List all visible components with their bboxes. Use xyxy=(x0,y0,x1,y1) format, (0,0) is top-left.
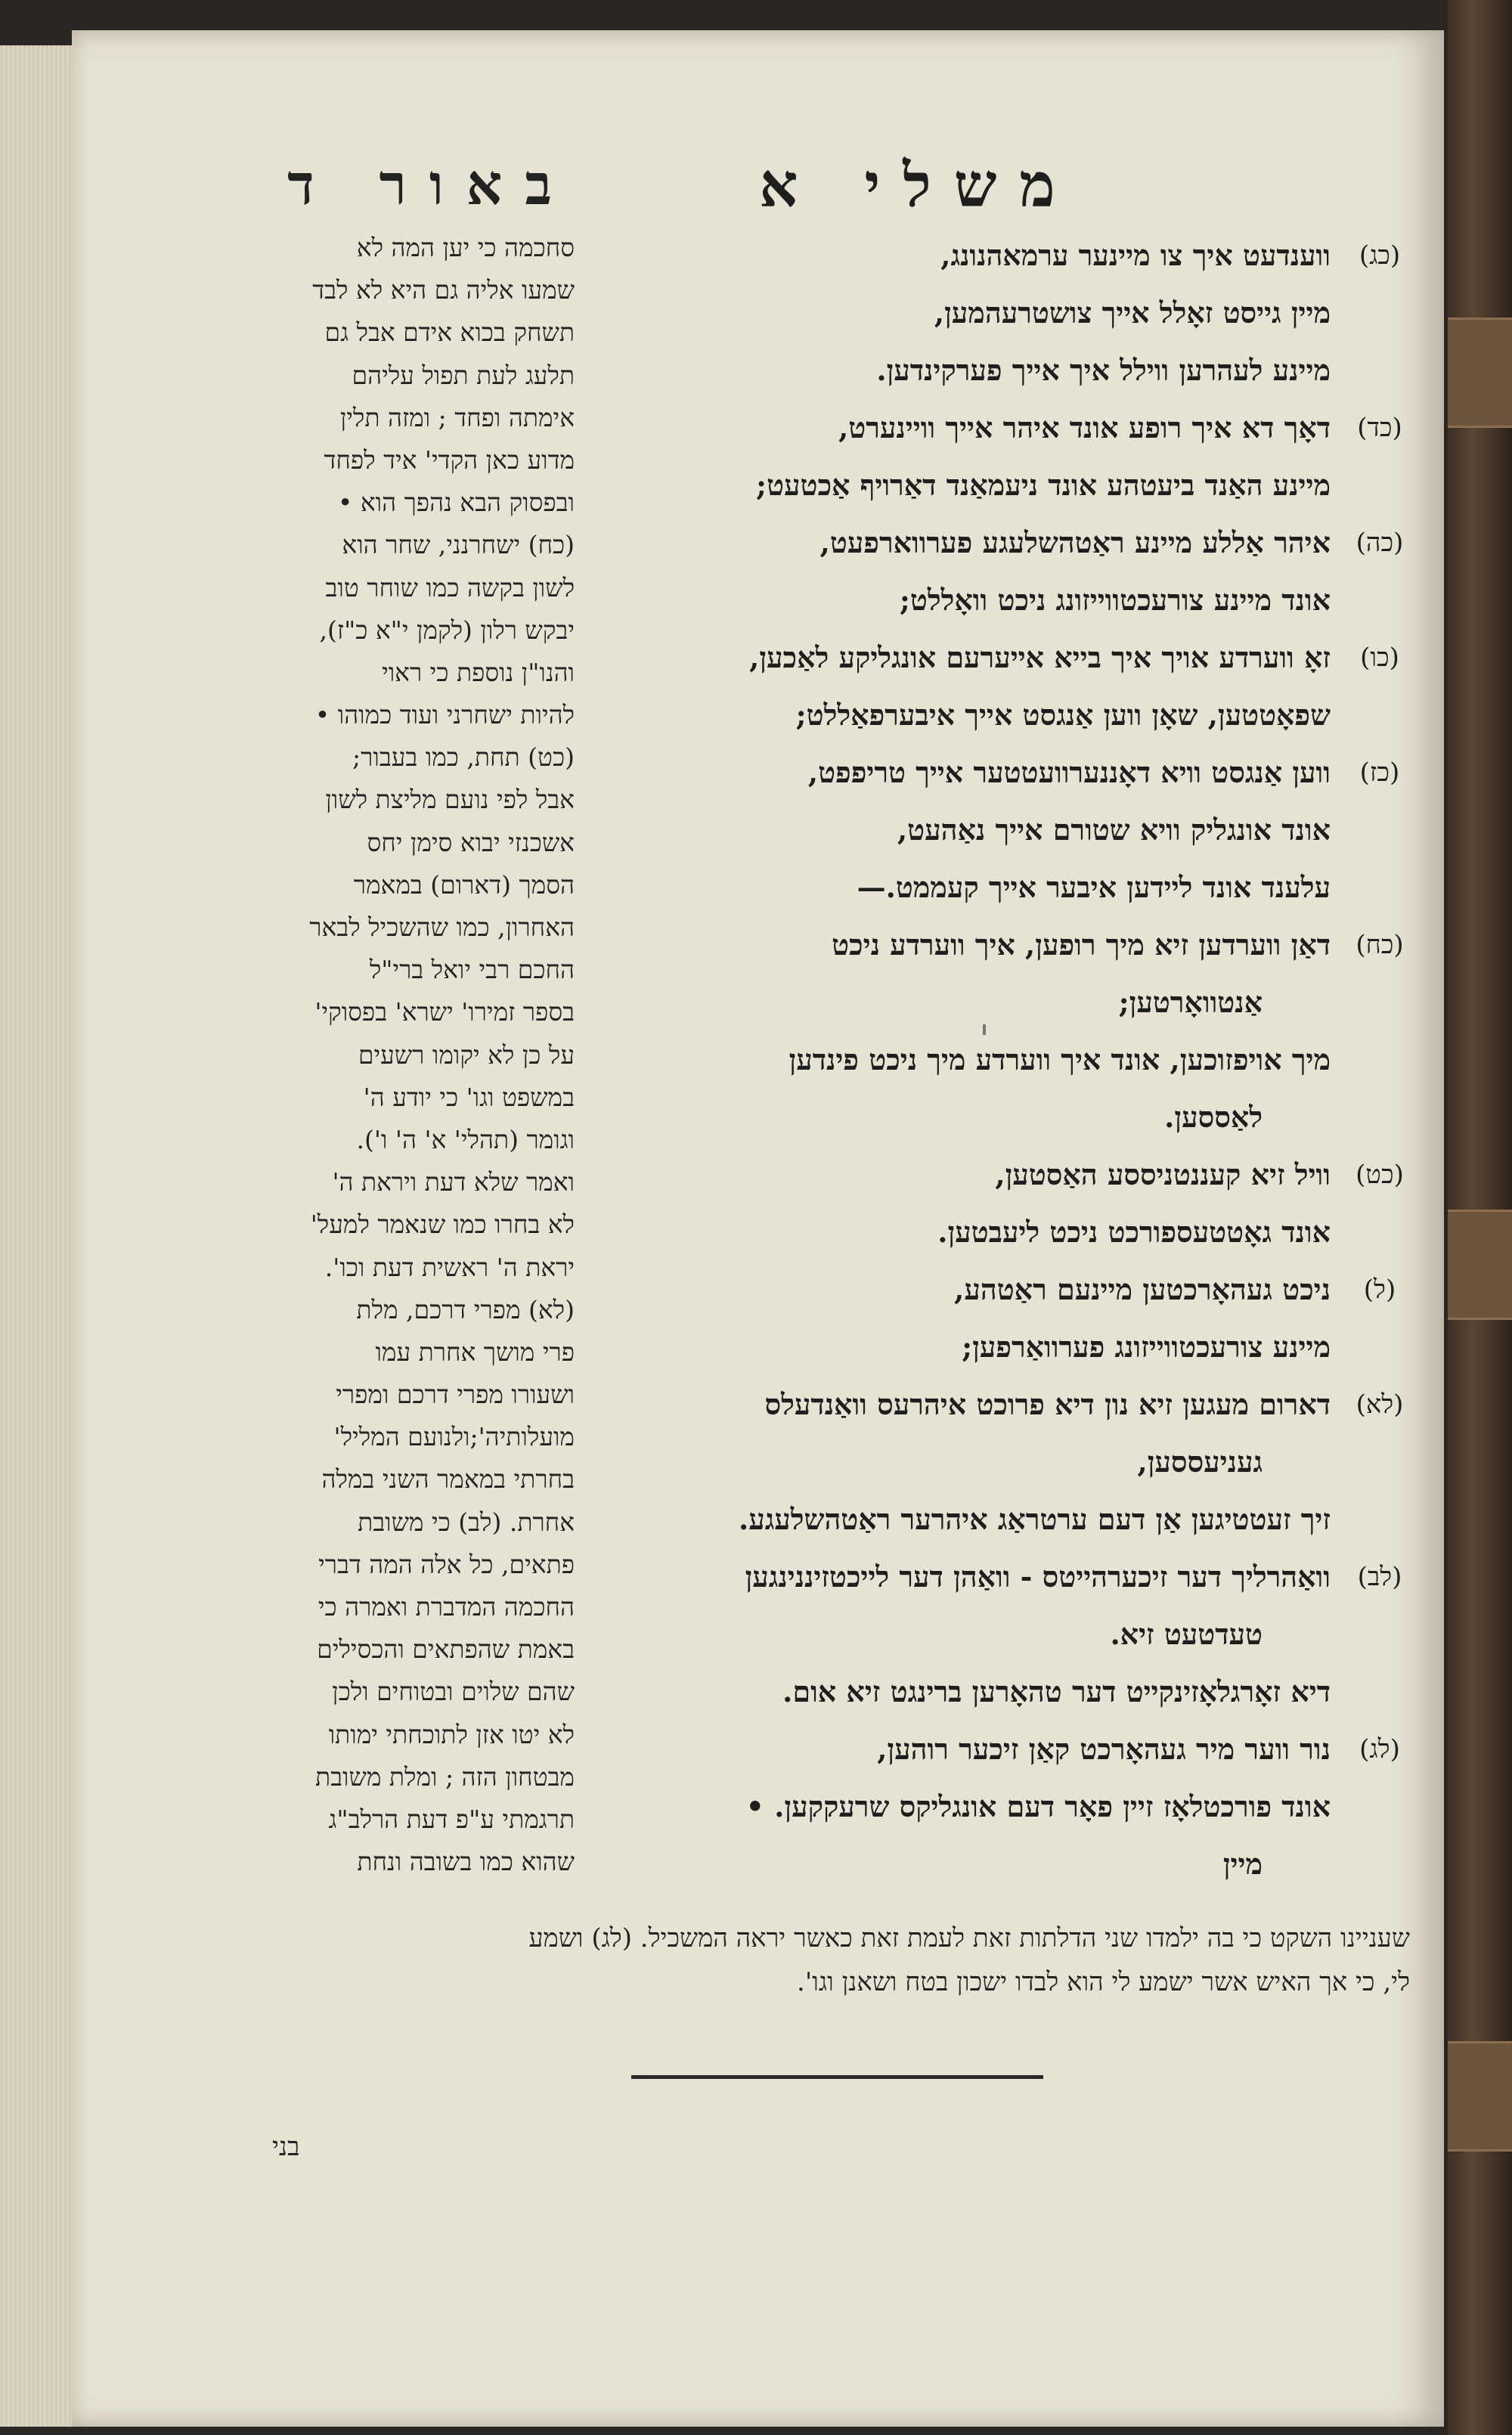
verse-text: וויל זיא קעננטניססע האַסטען, xyxy=(995,1157,1331,1191)
verse-text: ניכט געהאָרכטען מיינעם ראַטהע, xyxy=(954,1272,1331,1306)
commentary-line: ושעורו מפרי דרכם ומפרי xyxy=(336,1380,575,1410)
commentary-line: ואמר שלא דעת ויראת ה' xyxy=(332,1167,575,1197)
verse-text: אונד מיינע צורעכטווייזונג ניכט וואָללט; xyxy=(899,583,1331,617)
commentary-line: באמת שהפתאים והכסילים xyxy=(317,1634,575,1665)
verse-line xyxy=(620,1548,1414,1606)
verse-line xyxy=(620,399,1414,457)
commentary-line: אחרת. (לב) כי משובת xyxy=(358,1507,575,1537)
commentary-line: בספר זמירו' ישרא' בפסוקי' xyxy=(314,997,575,1027)
verse-number: (כח) xyxy=(1356,930,1404,960)
verse-text: מיך אויפזוכען, אונד איך ווערדע מיך ניכט פינדען xyxy=(789,1042,1331,1077)
commentary-line: אשכנזי יבוא סימן יחס xyxy=(367,827,575,857)
verse-text: וואַהרליך דער זיכערהייטס - וואַהן דער לייכטזיננינגען xyxy=(745,1560,1331,1594)
verse-text: מיין xyxy=(1222,1847,1263,1881)
commentary-line: מדוע כאן הקדי' איד לפחד xyxy=(324,445,575,475)
commentary-line: על כן לא יקומו רשעים xyxy=(358,1039,575,1070)
verse-line xyxy=(620,572,1414,629)
verse-number: (כז) xyxy=(1359,757,1400,788)
commentary-line: אימתה ופחד ; ומזה תלין xyxy=(339,402,575,432)
spine-band xyxy=(1448,1210,1512,1320)
verse-text: מיין גייסט זאָלל אייך צושטרעהמען, xyxy=(934,296,1331,330)
verse-line xyxy=(620,1778,1414,1836)
verse-line xyxy=(620,1433,1414,1491)
verse-line xyxy=(620,1146,1414,1204)
commentary-line: יבקש רלון (לקמן י"א כ"ז), xyxy=(319,615,575,645)
commentary-lines xyxy=(193,227,575,1883)
verse-number: (כה) xyxy=(1356,528,1404,558)
commentary-line: בחרתי במאמר השני במלה xyxy=(321,1464,575,1495)
verse-text: אונד גאָטטעספורכט ניכט ליעבטען. xyxy=(937,1215,1331,1249)
verse-line xyxy=(620,227,1414,284)
commentary-line: האחרון, כמו שהשכיל לבאר xyxy=(309,912,575,942)
verse-text: געניעססען, xyxy=(1137,1445,1263,1479)
commentary-line: לא יטו אזן לתוכחתי ימותו xyxy=(328,1719,575,1749)
verse-line xyxy=(620,1031,1414,1089)
footnote-line: שעניינו השקט כי בה ילמדו שני הדלתות זאת לעמת זאת כאשר יראה המשכיל. (לג) ושמע xyxy=(528,1923,1410,1953)
verse-text: איהר אַללע מיינע ראַטהשלעגע פערווארפעט, xyxy=(820,525,1331,559)
verse-text: אונד פורכטלאָז זיין פאָר דעם אונגליקס שרעקקען. • xyxy=(745,1789,1331,1823)
commentary-line: מבטחון הזה ; ומלת משובת xyxy=(315,1761,575,1792)
verse-line xyxy=(620,916,1414,974)
commentary-line: להיות ישחרני ועוד כמוהו • xyxy=(314,700,575,730)
verse-text: מיינע האַנד ביעטהע אונד ניעמאַנד דאַרויף אַכטעט; xyxy=(756,468,1331,502)
verse-line xyxy=(620,342,1414,399)
commentary-line: מועלותיה';ולנועם המליל' xyxy=(333,1422,575,1452)
page-edges xyxy=(0,45,73,2427)
verse-line xyxy=(620,1663,1414,1721)
footnote-line: לי, כי אך האיש אשר ישמע לי הוא לבדו ישכון בטח ושאנן וגו'. xyxy=(797,1967,1410,1997)
commentary-line: סחכמה כי יען המה לא xyxy=(356,233,575,262)
verse-line xyxy=(620,974,1414,1031)
verse-text: ווענדעט איך צו מיינער ערמאהנונג, xyxy=(940,238,1331,272)
verse-line xyxy=(620,1606,1414,1663)
verse-line xyxy=(620,1836,1414,1893)
commentary-line: פתאים, כל אלה המה דברי xyxy=(318,1549,575,1579)
verse-text: דאַן ווערדען זיא מיך רופען, איך ווערדע ניכט xyxy=(832,928,1331,962)
commentary-line: תלעג לעת תפול עליהם xyxy=(352,360,575,390)
verse-text: זאָ ווערדע אויך איך בייא אייערעם אונגליקע לאַכען, xyxy=(749,640,1331,674)
verse-text: זיך זעטטיגען אַן דעם ערטראַג איהרער ראַטהשלעגע. xyxy=(738,1502,1331,1536)
commentary-column xyxy=(193,144,575,1883)
book-spine xyxy=(1448,0,1512,2435)
commentary-line: פרי מושך אחרת עמו xyxy=(375,1337,575,1367)
commentary-line: (לא) מפרי דרכם, מלת xyxy=(356,1294,575,1324)
spine-band xyxy=(1448,2041,1512,2152)
verse-line xyxy=(620,744,1414,801)
verse-line xyxy=(620,686,1414,744)
commentary-line: שהוא כמו בשובה ונחת xyxy=(357,1847,575,1877)
commentary-line: החכמה המדברת ואמרה כי xyxy=(318,1592,575,1622)
verse-number: (ל) xyxy=(1363,1275,1396,1305)
verse-line xyxy=(620,859,1414,916)
verse-text: מיינע צורעכטווייזונג פערוואַרפען; xyxy=(962,1330,1331,1364)
verse-line xyxy=(620,457,1414,514)
verse-text: דאָך דא איך רופע אונד איהר אייך וויינערט, xyxy=(838,410,1331,445)
verse-number: (לב) xyxy=(1357,1562,1402,1592)
verse-line xyxy=(620,284,1414,342)
commentary-line: (כט) תחת, כמו בעבור; xyxy=(352,742,575,773)
commentary-line: לשון בקשה כמו שוחר טוב xyxy=(325,572,575,603)
commentary-line: הסמך (דארום) במאמר xyxy=(353,869,575,900)
verse-text: טעדטעט זיא. xyxy=(1110,1617,1263,1651)
verse-text: שפאָטטען, שאָן ווען אַנגסט אייך איבערפאַללט; xyxy=(795,698,1331,732)
commentary-header: באור ד xyxy=(287,153,575,218)
verse-text: דארום מעגען זיא נון דיא פרוכט איהרעס וואַנדעלס xyxy=(764,1387,1331,1421)
commentary-line: ובפסוק הבא נהפך הוא • xyxy=(337,488,575,518)
commentary-line: במשפט וגו' כי יודע ה' xyxy=(363,1082,575,1112)
verse-text: דיא זאָרגלאָזינקייט דער טהאָרען ברינגט זיא אום. xyxy=(782,1674,1331,1709)
verse-text: אונד אונגליק וויא שטורם אייך נאַהעט, xyxy=(897,813,1331,847)
commentary-line: (כח) ישחרנני, שחר הוא xyxy=(342,530,575,560)
verse-number: (לא) xyxy=(1356,1389,1404,1420)
commentary-line: לא בחרו כמו שנאמר למעל' xyxy=(310,1210,575,1240)
commentary-line: וגומר (תהלי' א' ה' ו'). xyxy=(356,1124,575,1154)
page-title: משלי א xyxy=(759,150,1078,221)
commentary-line: יראת ה' ראשית דעת וכו'. xyxy=(324,1252,575,1282)
footnote xyxy=(193,1916,1410,2004)
catchword: בני xyxy=(272,2132,300,2162)
verse-number: (כט) xyxy=(1356,1160,1404,1190)
commentary-line: תרגמתי ע"פ דעת הרלב"ג xyxy=(328,1804,575,1834)
verse-line xyxy=(620,1089,1414,1146)
verse-line xyxy=(620,1376,1414,1433)
commentary-line: שהם שלוים ובטוחים ולכן xyxy=(332,1677,575,1707)
verse-number: (כג) xyxy=(1359,240,1401,271)
commentary-line: החכם רבי יואל ברי"ל xyxy=(369,955,575,985)
verse-line xyxy=(620,1491,1414,1548)
verse-line xyxy=(620,1261,1414,1318)
verse-number: (לג) xyxy=(1359,1734,1400,1764)
commentary-line: אבל לפי נועם מליצת לשון xyxy=(325,785,575,815)
commentary-line: תשחק בכוא אידם אבל גם xyxy=(324,318,575,348)
verse-list xyxy=(620,227,1414,1893)
verse-line xyxy=(620,1721,1414,1778)
verse-text: עלענד אונד ליידען איבער אייך קעממט.— xyxy=(857,870,1331,904)
commentary-line: שמעו אליה גם היא לא לבד xyxy=(312,275,575,305)
verse-number: (כד) xyxy=(1357,413,1402,443)
verse-text: לאַססען. xyxy=(1164,1100,1263,1134)
verse-line xyxy=(620,629,1414,686)
verse-line xyxy=(620,1204,1414,1261)
spine-band xyxy=(1448,318,1512,428)
divider-rule xyxy=(631,2075,1043,2079)
translation-column xyxy=(620,144,1414,1893)
verse-text: ווען אַנגסט וויא דאָננערוועטטער אייך טריפפט, xyxy=(807,755,1331,789)
verse-text: מיינע לעהרען ווילל איך אייך פערקינדען. xyxy=(876,353,1331,387)
verse-text: אַנטוואָרטען; xyxy=(1118,985,1263,1019)
verse-line xyxy=(620,1318,1414,1376)
commentary-line: והנו"ן נוספת כי ראוי xyxy=(382,657,575,687)
verse-text: נור ווער מיר געהאָרכט קאַן זיכער רוהען, xyxy=(877,1732,1331,1766)
verse-line xyxy=(620,514,1414,572)
verse-line xyxy=(620,801,1414,859)
verse-number: (כו) xyxy=(1360,643,1399,673)
